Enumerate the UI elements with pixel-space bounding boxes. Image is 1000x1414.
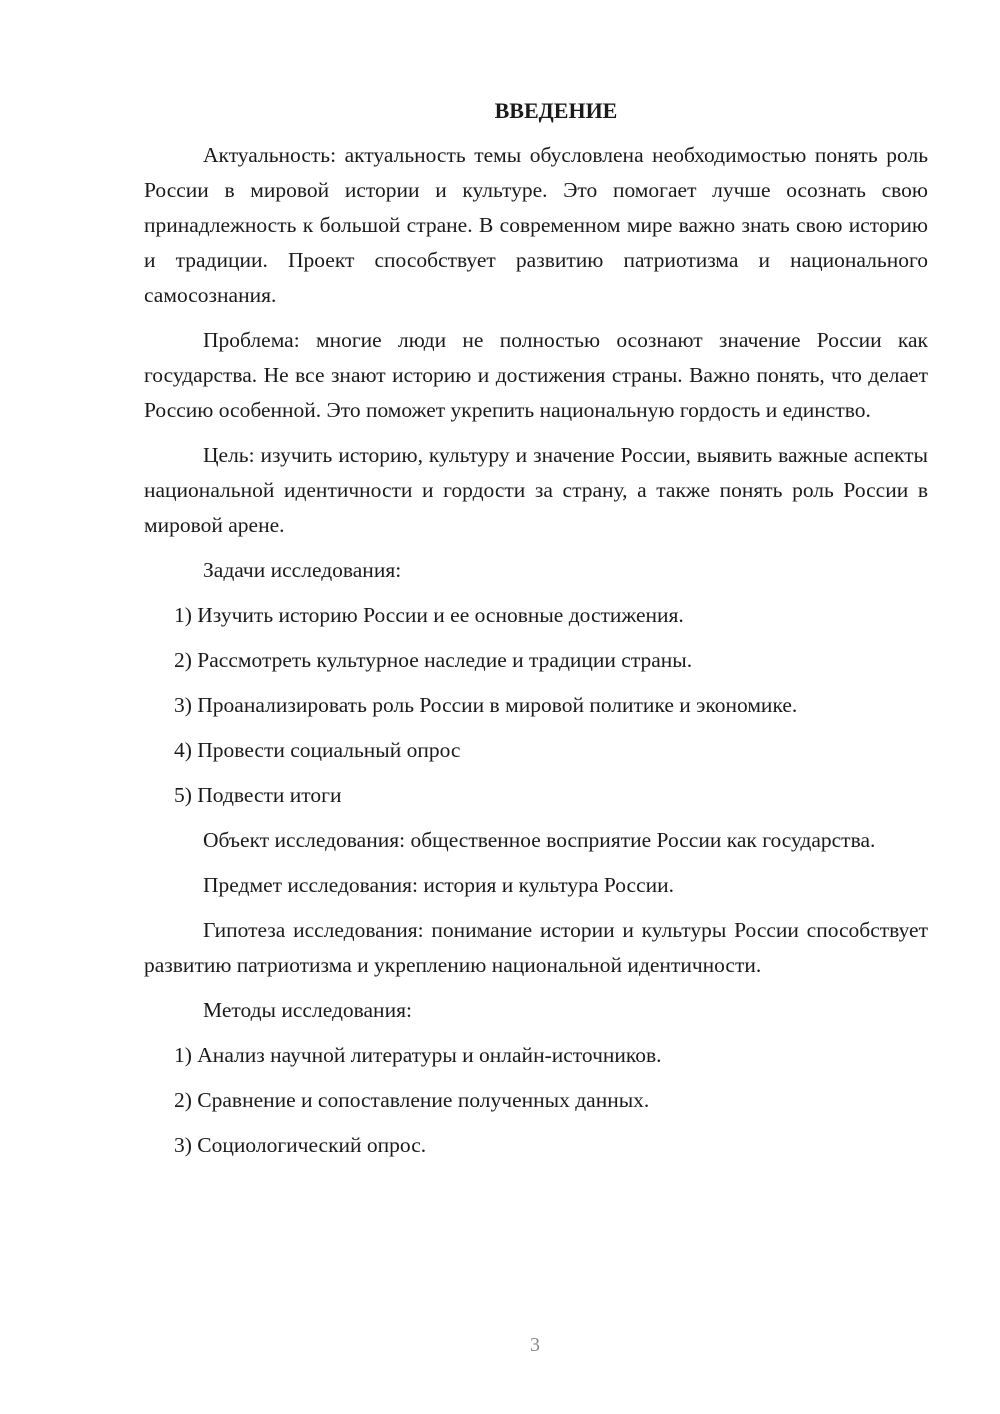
object-paragraph: Объект исследования: общественное восприятие России как государства. (203, 828, 876, 852)
page-number: 3 (530, 1334, 540, 1356)
list-item: 4) Провести социальный опрос (174, 738, 461, 762)
hypothesis-paragraph: Гипотеза исследования: понимание истории и культуры России способствует развитию патриотизма и укреплению национальной идентичности. (144, 918, 928, 977)
list-item: 3) Проанализировать роль России в мировой политике и экономике. (174, 693, 798, 717)
list-item: 2) Сравнение и сопоставление полученных данных. (174, 1088, 650, 1112)
relevance-paragraph: Актуальность: актуальность темы обусловлена необходимостью понять роль России в мировой истории и культуре. Это помогает лучше осознать свою принадлежность к большой стране. В современном мире важно знать свою историю и традиции. Проект способствует развитию патриотизма и национального самосознания. (144, 143, 928, 307)
problem-paragraph: Проблема: многие люди не полностью осознают значение России как государства. Не все знают историю и достижения страны. Важно понять, что делает Россию особенной. Это поможет укрепить национальную гордость и единство. (144, 328, 928, 422)
tasks-title: Задачи исследования: (203, 558, 402, 582)
subject-paragraph: Предмет исследования: история и культура России. (203, 873, 675, 897)
list-item: 5) Подвести итоги (174, 783, 342, 807)
list-item: 3) Социологический опрос. (174, 1133, 427, 1157)
page-heading: ВВЕДЕНИЕ (494, 98, 618, 123)
list-item: 2) Рассмотреть культурное наследие и традиции страны. (174, 648, 693, 672)
list-item: 1) Изучить историю России и ее основные достижения. (174, 603, 684, 627)
methods-title: Методы исследования: (203, 998, 412, 1022)
methods-list (144, 1038, 928, 1163)
tasks-list (144, 598, 928, 813)
goal-paragraph: Цель: изучить историю, культуру и значение России, выявить важные аспекты национальной идентичности и гордости за страну, а также понять роль России в мировой арене. (144, 443, 928, 537)
list-item: 1) Анализ научной литературы и онлайн-источников. (174, 1043, 662, 1067)
